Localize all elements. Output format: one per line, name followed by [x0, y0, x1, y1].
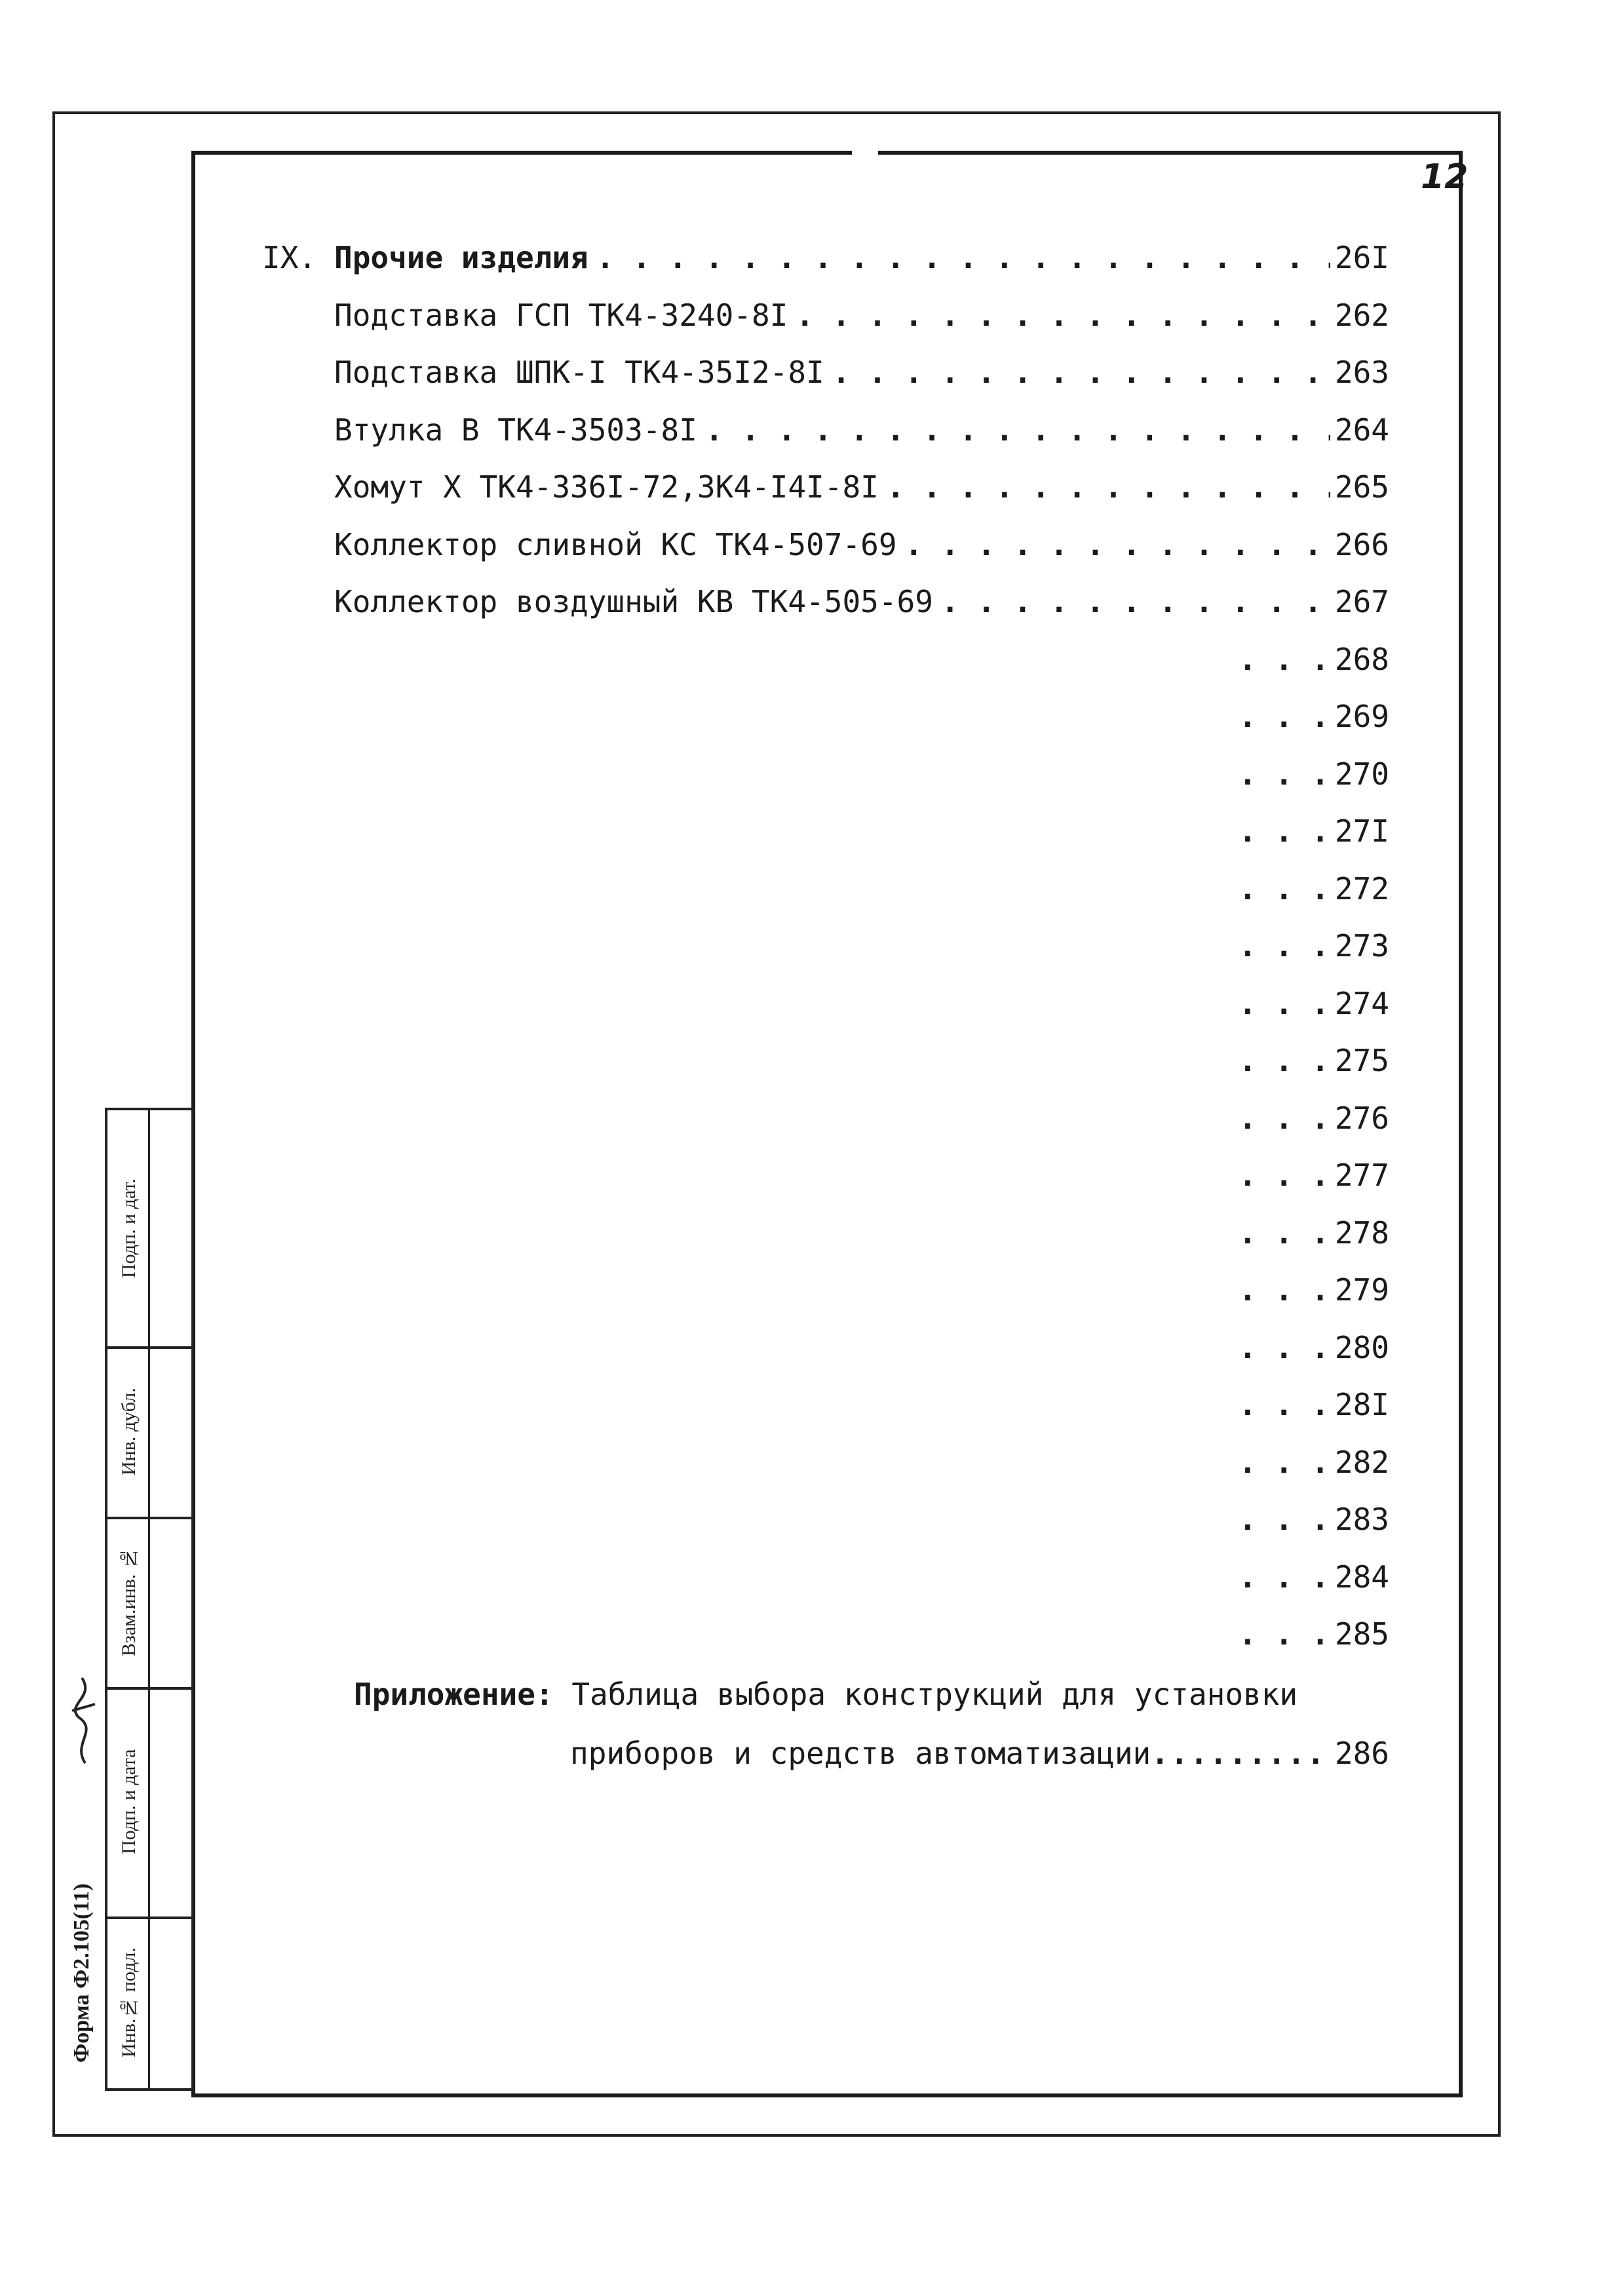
handwritten-signature — [59, 1665, 105, 1770]
toc-title-wrap — [1239, 1491, 1330, 1549]
toc-page-number: 262 — [1334, 297, 1389, 333]
toc-page-number: 266 — [1334, 526, 1389, 562]
toc-title-wrap — [1239, 918, 1330, 975]
dot-leader — [941, 574, 1330, 631]
dot-leader — [905, 516, 1330, 574]
appendix-page: 286 — [1334, 1736, 1389, 1771]
toc-page-number: 274 — [1334, 985, 1389, 1021]
stamp-cell-replace-inv: Взам.инв. № — [118, 1547, 140, 1656]
toc-page-number: 272 — [1334, 870, 1389, 906]
toc-title-wrap — [1239, 631, 1330, 689]
toc-title: Коллектор сливной КС ТК4-507-69 — [334, 516, 905, 574]
toc-title-wrap — [1239, 975, 1330, 1033]
dot-leader — [1239, 1549, 1330, 1606]
side-stamp — [105, 1108, 194, 2091]
toc-page-number: 275 — [1334, 1043, 1389, 1078]
toc-title: Прочие изделия — [334, 229, 596, 287]
toc-title-wrap — [1239, 1090, 1330, 1148]
toc-row — [262, 1434, 1402, 1492]
toc-row — [262, 574, 1402, 631]
toc-page-number: 269 — [1334, 699, 1389, 734]
toc-row — [262, 1491, 1402, 1549]
toc-page-number: 273 — [1334, 928, 1389, 963]
toc-row — [262, 631, 1402, 689]
dot-leader — [1239, 631, 1330, 689]
toc-page-number: 267 — [1334, 584, 1389, 619]
toc-title-wrap — [1239, 1032, 1330, 1090]
toc-title: Подставка ГСП ТК4-3240-8I — [334, 287, 796, 345]
toc-title-wrap — [334, 344, 1330, 402]
toc-title-wrap — [1239, 1319, 1330, 1377]
dot-leader — [1239, 1434, 1330, 1492]
toc-title-wrap — [334, 287, 1330, 345]
toc-page-number: 265 — [1334, 469, 1389, 505]
dot-leader — [705, 402, 1330, 459]
dot-leader — [1239, 918, 1330, 975]
toc-title-wrap — [334, 229, 1330, 287]
toc-row — [262, 229, 1402, 287]
toc-title: Подставка ШПК-I ТК4-35I2-8I — [334, 344, 832, 402]
toc-page-number: 278 — [1334, 1215, 1389, 1251]
toc-title-wrap — [334, 516, 1330, 574]
toc-page-number: 283 — [1334, 1502, 1389, 1537]
toc-row — [262, 287, 1402, 345]
toc-row — [262, 861, 1402, 918]
section-number: IX. — [262, 240, 317, 275]
toc-title: Хомут Х ТК4-336I-72,3К4-I4I-8I — [334, 459, 887, 516]
dot-leader — [1239, 861, 1330, 918]
stamp-cell-signature-date-2: Подп. и дата — [118, 1749, 140, 1855]
toc-page-number: 26I — [1334, 240, 1389, 275]
toc-row — [262, 516, 1402, 574]
form-label: Форма Ф2.105(11) — [69, 1883, 94, 2063]
dot-leader — [796, 287, 1330, 345]
dot-leader — [1239, 1376, 1330, 1434]
appendix-line-1 — [354, 1665, 1402, 1724]
toc-title-wrap — [334, 402, 1330, 459]
dot-leader — [832, 344, 1330, 402]
toc-row — [262, 1549, 1402, 1606]
dot-leader — [1239, 975, 1330, 1033]
table-of-contents — [262, 229, 1402, 1664]
dot-leader — [1239, 1491, 1330, 1549]
dot-leader — [596, 229, 1330, 287]
toc-page-number: 28I — [1334, 1387, 1389, 1422]
toc-page-number: 264 — [1334, 412, 1389, 448]
toc-page-number: 268 — [1334, 641, 1389, 677]
toc-title-wrap — [1239, 1434, 1330, 1492]
dot-leader — [1239, 688, 1330, 746]
toc-row — [262, 402, 1402, 459]
dot-leader — [1239, 1606, 1330, 1664]
toc-title-wrap — [1239, 1549, 1330, 1606]
toc-title: Втулка В ТК4-3503-8I — [334, 402, 705, 459]
toc-title-wrap — [1239, 1606, 1330, 1664]
toc-row — [262, 1606, 1402, 1664]
toc-title-wrap — [334, 459, 1330, 516]
toc-row — [262, 746, 1402, 804]
toc-page-number: 284 — [1334, 1559, 1389, 1595]
toc-row — [262, 459, 1402, 516]
toc-row — [262, 344, 1402, 402]
toc-row — [262, 1147, 1402, 1205]
toc-row — [262, 688, 1402, 746]
dot-leader — [1239, 1262, 1330, 1319]
dot-leader — [1239, 1032, 1330, 1090]
toc-row — [262, 803, 1402, 861]
toc-title-wrap — [1239, 1376, 1330, 1434]
stamp-cell-signature-date: Подп. и дат. — [118, 1178, 140, 1278]
toc-row — [262, 975, 1402, 1033]
toc-page-number: 27I — [1334, 813, 1389, 849]
dot-leader — [1239, 1147, 1330, 1205]
toc-title-wrap — [1239, 1205, 1330, 1262]
toc-row — [262, 1262, 1402, 1319]
toc-title-wrap — [1239, 861, 1330, 918]
toc-title-wrap — [1239, 1147, 1330, 1205]
stamp-cell-orig-inv: Инв.№ подл. — [118, 1947, 140, 2057]
toc-title-wrap — [1239, 803, 1330, 861]
toc-title-wrap — [1239, 1262, 1330, 1319]
toc-page-number: 285 — [1334, 1616, 1389, 1652]
appendix-entry — [354, 1665, 1402, 1783]
appendix-title-line-2: приборов и средств автоматизации — [570, 1736, 1151, 1771]
toc-row — [262, 1032, 1402, 1090]
dot-leader — [1239, 1090, 1330, 1148]
dot-leader — [1239, 803, 1330, 861]
toc-row — [262, 1319, 1402, 1377]
toc-title: Коллектор воздушный КВ ТК4-505-69 — [334, 574, 941, 631]
appendix-title-line-1: Таблица выбора конструкций для установки — [571, 1677, 1298, 1712]
toc-page-number: 270 — [1334, 756, 1389, 792]
appendix-line-2 — [354, 1724, 1402, 1783]
frame-gap — [852, 147, 878, 156]
sheet-number: 12 — [1421, 157, 1469, 197]
toc-page-number: 279 — [1334, 1272, 1389, 1308]
toc-title-wrap — [334, 574, 1330, 631]
dot-leader — [887, 459, 1330, 516]
toc-row — [262, 1090, 1402, 1148]
toc-row — [262, 1205, 1402, 1262]
toc-page-number: 280 — [1334, 1329, 1389, 1365]
dot-leader — [1239, 1205, 1330, 1262]
toc-page-number: 263 — [1334, 355, 1389, 390]
stamp-divider — [148, 1110, 150, 2088]
toc-row — [262, 918, 1402, 975]
toc-page-number: 282 — [1334, 1444, 1389, 1480]
dot-leader — [1151, 1724, 1330, 1783]
toc-row — [262, 1376, 1402, 1434]
stamp-cell-dup-inv: Инв. дубл. — [118, 1388, 140, 1475]
toc-page-number: 277 — [1334, 1158, 1389, 1193]
toc-page-number: 276 — [1334, 1100, 1389, 1136]
appendix-label: Приложение: — [354, 1677, 554, 1712]
dot-leader — [1239, 746, 1330, 804]
toc-title-wrap — [1239, 688, 1330, 746]
toc-title-wrap — [1239, 746, 1330, 804]
dot-leader — [1239, 1319, 1330, 1377]
